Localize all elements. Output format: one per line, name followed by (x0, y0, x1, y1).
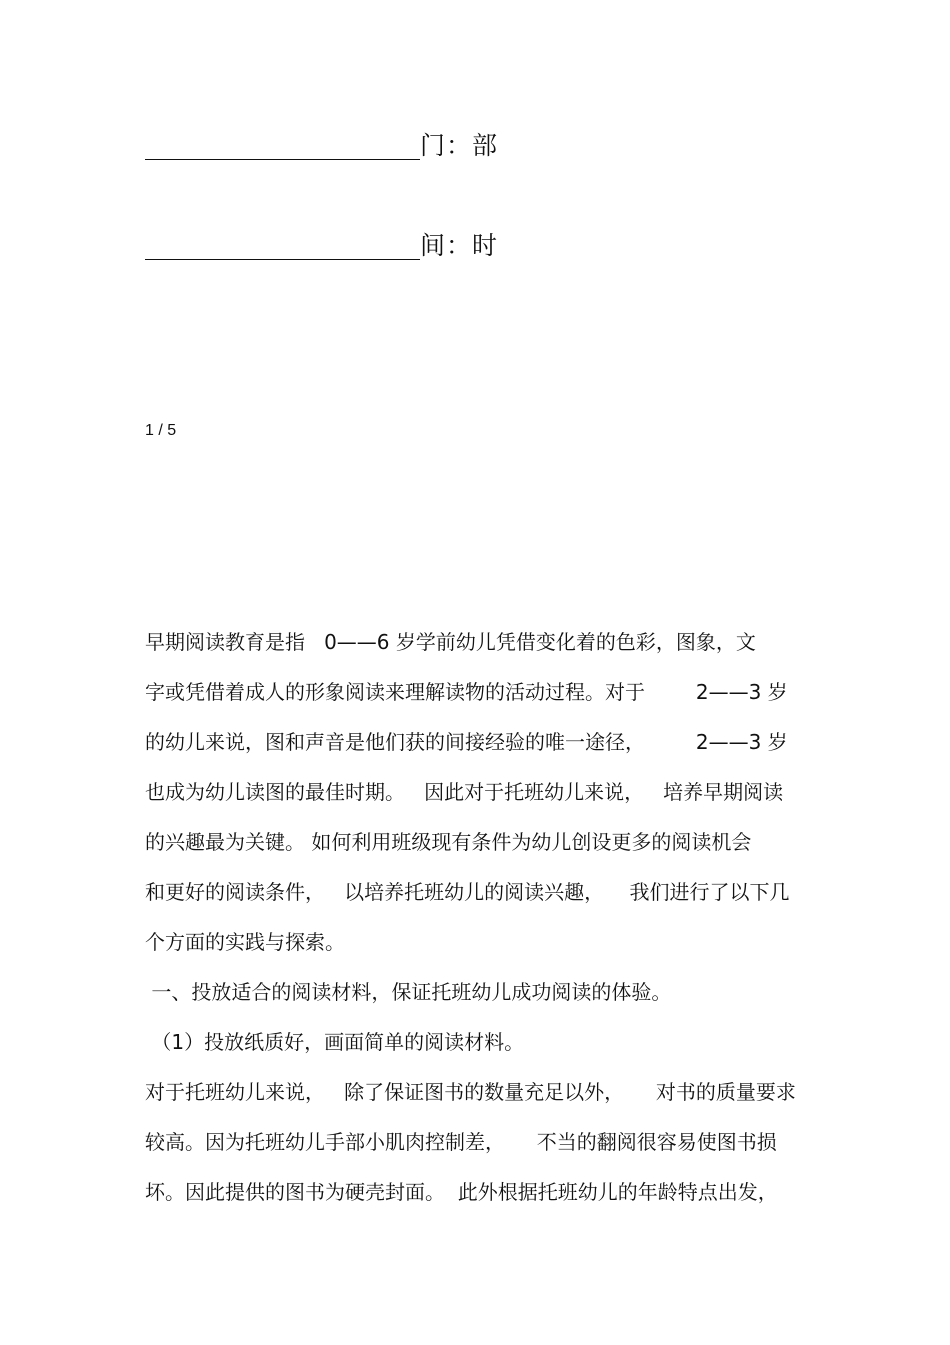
body-line: 的幼儿来说，图和声音是他们获的间接经验的唯一途径， 2——3 岁 (145, 730, 788, 754)
body-line: 较高。因为托班幼儿手部小肌肉控制差， 不当的翻阅很容易使图书损 (145, 1130, 777, 1154)
department-blank-line (145, 159, 420, 160)
body-line: 的兴趣最为关键。 如何利用班级现有条件为幼儿创设更多的阅读机会 (145, 830, 752, 854)
body-line: 和更好的阅读条件， 以培养托班幼儿的阅读兴趣， 我们进行了以下几 (145, 880, 790, 904)
department-label: 门：部 (420, 131, 499, 160)
page-number: 1 / 5 (145, 422, 177, 439)
body-line: 坏。因此提供的图书为硬壳封面。 此外根据托班幼儿的年龄特点出发， (145, 1180, 778, 1204)
body-line: 字或凭借着成人的形象阅读来理解读物的活动过程。对于 2——3 岁 (145, 680, 788, 704)
time-blank-line (145, 259, 420, 260)
department-field (145, 126, 545, 166)
body-line: 个方面的实践与探索。 (145, 930, 345, 954)
section-heading: 一、投放适合的阅读材料，保证托班幼儿成功阅读的体验。 (145, 980, 672, 1004)
time-label: 间：时 (420, 231, 499, 260)
body-line: 对于托班幼儿来说， 除了保证图书的数量充足以外， 对书的质量要求 (145, 1080, 796, 1104)
subsection-heading: （1）投放纸质好，画面简单的阅读材料。 (145, 1030, 525, 1054)
body-line: 也成为幼儿读图的最佳时期。 因此对于托班幼儿来说， 培养早期阅读 (145, 780, 784, 804)
time-field (145, 226, 545, 266)
body-line: 早期阅读教育是指 0——6 岁学前幼儿凭借变化着的色彩，图象，文 (145, 630, 756, 654)
